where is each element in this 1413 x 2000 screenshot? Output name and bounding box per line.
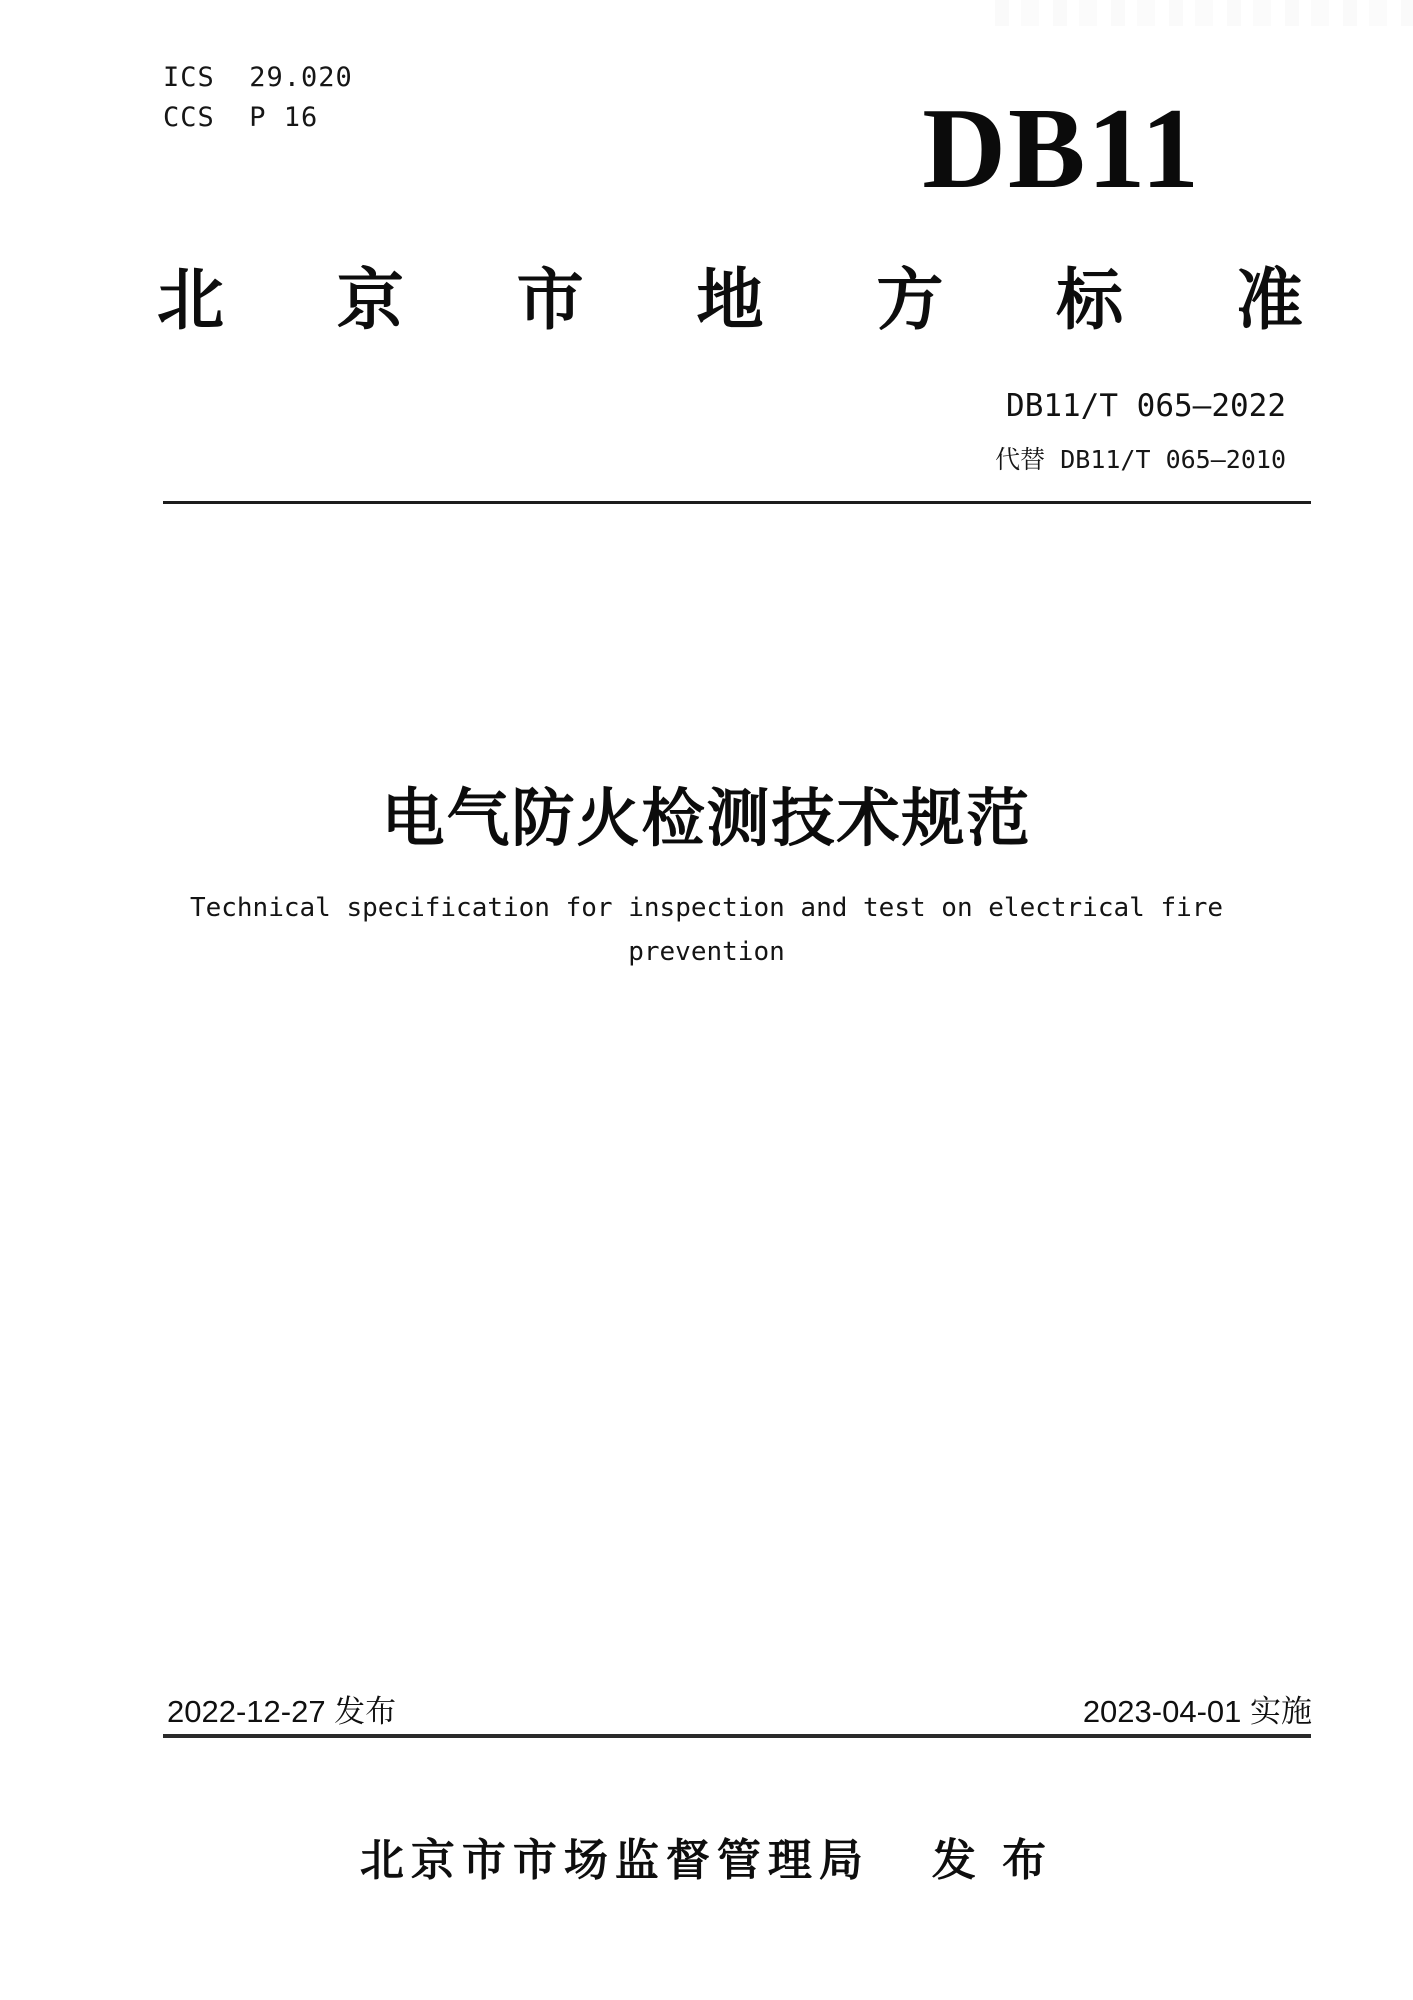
document-title-en-line1: Technical specification for inspection and test on electrical fire (189, 893, 1224, 923)
document-title-en-line2: prevention (628, 937, 785, 968)
db11-logo: DB11 (922, 85, 1201, 213)
implementation-date: 2023-04-01 实施 (1082, 1694, 1312, 1729)
standard-type-char: 准 (1235, 263, 1303, 338)
standard-type-char: 京 (336, 263, 404, 338)
standard-number: DB11/T 065—2022 (1006, 388, 1286, 424)
standard-type-char: 北 (157, 263, 224, 338)
standard-type-char: 地 (696, 263, 764, 338)
ics-code: ICS 29.020 (163, 62, 353, 93)
issue-date: 2022-12-27 发布 (167, 1694, 397, 1729)
standard-type-char: 方 (876, 263, 944, 338)
publisher-line (0, 1824, 1413, 1888)
publish-label: 发 布 (931, 1836, 1054, 1885)
ccs-code: CCS P 16 (163, 102, 319, 133)
document-title-en (0, 886, 1413, 974)
standard-type-title (157, 262, 1303, 339)
standard-type-char: 标 (1056, 263, 1124, 338)
header-divider-line (163, 501, 1311, 504)
replaced-standard-note: 代替 DB11/T 065—2010 (995, 445, 1286, 474)
publisher-name: 北京市市场监督管理局 (359, 1836, 870, 1885)
standard-type-char: 市 (516, 263, 584, 338)
scan-artifact (995, 0, 1413, 26)
footer-divider-line (163, 1734, 1311, 1738)
document-title-cn: 电气防火检测技术规范 (381, 784, 1032, 854)
